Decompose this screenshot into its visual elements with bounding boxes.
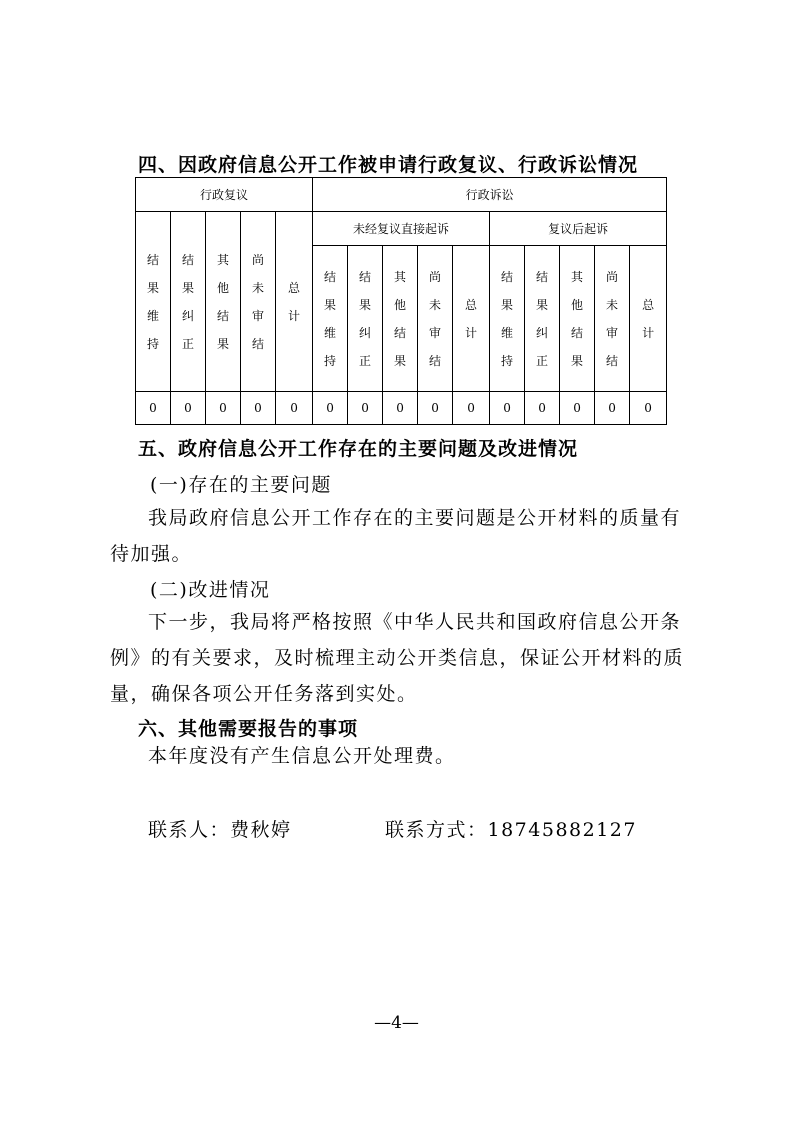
col-label: 结果纠正 — [536, 269, 549, 368]
section5-paragraph2: 下一步，我局将严格按照《中华人民共和国政府信息公开条例》的有关要求，及时梳理主动公开类信息，保证公开材料的质量，确保各项公开任务落到实处。 — [110, 611, 685, 705]
admin-review-header: 行政复议 — [136, 178, 313, 212]
section5-sub1: (一)存在的主要问题 — [150, 474, 332, 496]
after-col-maintained — [490, 246, 525, 392]
review-col-total — [276, 212, 313, 392]
review-litigation-table — [135, 177, 667, 425]
col-label: 尚未审结 — [251, 252, 264, 351]
col-label: 其他结果 — [216, 252, 229, 351]
value-cell: 0 — [418, 392, 453, 425]
direct-col-maintained — [313, 246, 348, 392]
col-label: 其他结果 — [571, 269, 584, 368]
col-label: 总计 — [642, 297, 655, 340]
review-col-other — [206, 212, 241, 392]
section5-title: 五、政府信息公开工作存在的主要问题及改进情况 — [138, 438, 579, 460]
value-cell: 0 — [630, 392, 667, 425]
section6-paragraph1: 本年度没有产生信息公开处理费。 — [148, 745, 456, 767]
value-cell: 0 — [206, 392, 241, 425]
col-label: 尚未审结 — [606, 269, 619, 368]
contact-phone: 联系方式：18745882127 — [385, 819, 637, 841]
section4-title: 四、因政府信息公开工作被申请行政复议、行政诉讼情况 — [138, 154, 639, 176]
section6-title: 六、其他需要报告的事项 — [138, 718, 359, 740]
value-cell: 0 — [276, 392, 313, 425]
value-cell: 0 — [595, 392, 630, 425]
review-col-corrected — [171, 212, 206, 392]
admin-litigation-header: 行政诉讼 — [313, 178, 667, 212]
value-cell: 0 — [348, 392, 383, 425]
direct-col-other — [383, 246, 418, 392]
col-label: 总计 — [288, 280, 301, 323]
direct-col-corrected — [348, 246, 383, 392]
direct-col-total — [453, 246, 490, 392]
section5-paragraph1: 我局政府信息公开工作存在的主要问题是公开材料的质量有待加强。 — [110, 507, 682, 565]
col-label: 结果维持 — [146, 252, 159, 351]
suit-after-review-header: 复议后起诉 — [490, 212, 667, 246]
after-col-total — [630, 246, 667, 392]
review-col-pending — [241, 212, 276, 392]
col-label: 结果维持 — [501, 269, 514, 368]
value-cell: 0 — [136, 392, 171, 425]
col-label: 结果维持 — [324, 269, 337, 368]
direct-col-pending — [418, 246, 453, 392]
value-cell: 0 — [383, 392, 418, 425]
value-cell: 0 — [560, 392, 595, 425]
review-col-maintained — [136, 212, 171, 392]
value-cell: 0 — [313, 392, 348, 425]
page-number: —4— — [374, 1013, 419, 1033]
section5-sub2: (二)改进情况 — [150, 579, 271, 601]
col-label: 结果纠正 — [359, 269, 372, 368]
value-cell: 0 — [525, 392, 560, 425]
col-label: 尚未审结 — [429, 269, 442, 368]
value-cell: 0 — [490, 392, 525, 425]
direct-suit-header: 未经复议直接起诉 — [313, 212, 490, 246]
col-label: 总计 — [465, 297, 478, 340]
after-col-pending — [595, 246, 630, 392]
value-cell: 0 — [453, 392, 490, 425]
col-label: 其他结果 — [394, 269, 407, 368]
value-cell: 0 — [171, 392, 206, 425]
col-label: 结果纠正 — [181, 252, 194, 351]
after-col-other — [560, 246, 595, 392]
after-col-corrected — [525, 246, 560, 392]
contact-person: 联系人：费秋婷 — [148, 819, 292, 841]
value-cell: 0 — [241, 392, 276, 425]
